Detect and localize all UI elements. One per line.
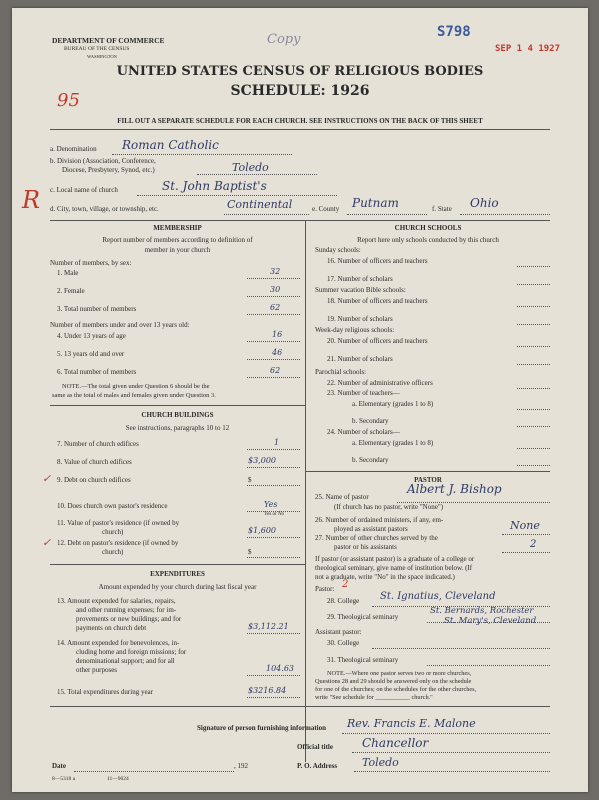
q2-value: 30 bbox=[270, 285, 281, 294]
q7-label: 7. Number of church edifices bbox=[57, 440, 139, 448]
q25-label: 25. Name of pastor bbox=[315, 493, 369, 501]
q28-value: St. Ignatius, Cleveland bbox=[380, 591, 496, 602]
q23a-label: a. Elementary (grades 1 to 8) bbox=[352, 400, 434, 408]
state-label: f. State bbox=[432, 205, 452, 213]
pastor-mark: 2 bbox=[342, 579, 349, 590]
city-label: WASHINGTON bbox=[87, 54, 117, 59]
q9-label: 9. Debt on church edifices bbox=[57, 476, 131, 484]
q15-label: 15. Total expenditures during year bbox=[57, 688, 153, 696]
section-bottom-rule bbox=[50, 706, 550, 707]
year-label: , 192 bbox=[234, 762, 248, 770]
q14-value: 104.63 bbox=[266, 664, 294, 673]
q15-value: $3216.84 bbox=[248, 686, 287, 695]
state-value: Ohio bbox=[470, 196, 499, 210]
dept-label: DEPARTMENT OF COMMERCE bbox=[52, 36, 165, 45]
po-address-value: Toledo bbox=[362, 756, 399, 769]
q10-value: Yes bbox=[264, 500, 278, 509]
q31-label: 31. Theological seminary bbox=[327, 656, 399, 664]
q8-value: $3,000 bbox=[248, 456, 276, 465]
q10-label: 10. Does church own pastor's residence bbox=[57, 502, 168, 510]
q9-value: $ bbox=[248, 476, 252, 484]
q24-label: 24. Number of scholars— bbox=[327, 428, 400, 436]
membership-intro-2: member in your church bbox=[144, 246, 211, 254]
check-mark-icon: ✓ bbox=[42, 536, 52, 549]
pastor-title: PASTOR bbox=[414, 476, 442, 484]
header-divider bbox=[50, 129, 550, 130]
q25-value: Albert J. Bishop bbox=[407, 482, 502, 496]
q23b-label: b. Secondary bbox=[352, 417, 389, 425]
q26-label-2: ployed as assistant pastors bbox=[334, 525, 408, 533]
q28-label: 28. College bbox=[327, 597, 360, 605]
q11-value: $1,600 bbox=[248, 526, 276, 535]
q27-value: 2 bbox=[530, 539, 537, 550]
column-divider bbox=[305, 220, 306, 762]
margin-mark: R bbox=[22, 186, 41, 214]
weekday-label: Week-day religious schools: bbox=[315, 326, 395, 334]
q14-label-1: 14. Amount expended for benevolences, in- bbox=[57, 639, 180, 647]
local-name-label: c. Local name of church bbox=[50, 186, 118, 194]
q24a-label: a. Elementary (grades 1 to 8) bbox=[352, 439, 434, 447]
form-number-1: 8—5318 a bbox=[52, 776, 76, 782]
q5-value: 46 bbox=[272, 348, 283, 357]
grad-note-3: not a graduate, write "No" in the space indicated.) bbox=[315, 573, 455, 581]
city-label: d. City, town, village, or township, etc. bbox=[50, 205, 159, 213]
pastor-note-2: Questions 28 and 29 should be answered only on the schedule bbox=[315, 678, 472, 685]
q26-value: None bbox=[510, 519, 540, 532]
grad-note-2: theological seminary, give name of institution below. (If bbox=[315, 564, 473, 572]
pastor-sub-label: Pastor: bbox=[315, 585, 335, 593]
q24b-label: b. Secondary bbox=[352, 456, 389, 464]
q13-label-1: 13. Amount expended for salaries, repairs, bbox=[57, 597, 176, 605]
q19-label: 19. Number of scholars bbox=[327, 315, 393, 323]
q4-value: 16 bbox=[272, 330, 283, 339]
form-number-2: 11—9024 bbox=[107, 776, 129, 782]
q12-value: $ bbox=[248, 548, 252, 556]
buildings-intro: See instructions, paragraphs 10 to 12 bbox=[125, 424, 230, 432]
q27-label-1: 27. Number of other churches served by the bbox=[315, 534, 438, 542]
q3-value: 62 bbox=[270, 303, 281, 312]
division-value: Toledo bbox=[232, 161, 269, 174]
age-intro: Number of members under and over 13 years old: bbox=[50, 321, 190, 329]
city-value: Continental bbox=[227, 198, 293, 211]
schools-title: CHURCH SCHOOLS bbox=[394, 224, 462, 232]
county-value: Putnam bbox=[352, 196, 399, 210]
q25-note: (If church has no pastor, write "None") bbox=[334, 503, 444, 511]
membership-intro-1: Report number of members according to definition of bbox=[102, 236, 253, 244]
q11-label-1: 11. Value of pastor's residence (if owned by bbox=[57, 519, 180, 527]
membership-title: MEMBERSHIP bbox=[153, 224, 202, 232]
assistant-label: Assistant pastor: bbox=[315, 628, 362, 636]
county-label: e. County bbox=[312, 205, 340, 213]
official-title-label: Official title bbox=[297, 743, 333, 751]
q13-label-2: and other running expenses; for im- bbox=[76, 606, 177, 614]
q4-label: 4. Under 13 years of age bbox=[57, 332, 126, 340]
q11-label-2: church) bbox=[102, 528, 124, 536]
q13-label-4: payments on church debt bbox=[76, 624, 147, 632]
division-label: b. Division (Association, Conference, bbox=[50, 157, 156, 165]
q26-label-1: 26. Number of ordained ministers, if any, em- bbox=[315, 516, 444, 524]
schools-intro: Report here only schools conducted by this church bbox=[357, 236, 499, 244]
grad-note-1: If pastor (or assistant pastor) is a graduate of a college or bbox=[315, 555, 475, 563]
q13-value: $3,112.21 bbox=[248, 622, 289, 631]
q6-label: 6. Total number of members bbox=[57, 368, 137, 376]
expenditures-title: EXPENDITURES bbox=[150, 570, 205, 578]
q29-value-1: St. Bernards, Rochester bbox=[430, 606, 534, 616]
pastor-note-1: NOTE.—Where one pastor serves two or more churches, bbox=[327, 670, 472, 677]
check-mark-icon: ✓ bbox=[42, 472, 52, 485]
q27-label-2: pastor or his assistants bbox=[334, 543, 397, 551]
q12-label-2: church) bbox=[102, 548, 124, 556]
denomination-value: Roman Catholic bbox=[122, 138, 219, 152]
date-label: Date bbox=[52, 762, 66, 770]
denomination-label: a. Denomination bbox=[50, 145, 97, 153]
q18-label: 18. Number of officers and teachers bbox=[327, 297, 428, 305]
census-schedule-page bbox=[12, 8, 588, 792]
pastor-note-3: for one of the churches; on the schedules for the other churches, bbox=[315, 686, 477, 693]
expenditures-intro: Amount expended by your church during last fiscal year bbox=[98, 583, 257, 591]
q6-value: 62 bbox=[270, 366, 281, 375]
q5-label: 5. 13 years old and over bbox=[57, 350, 125, 358]
sunday-label: Sunday schools: bbox=[315, 246, 361, 254]
pastor-note-4: write "See schedule for ___________ church." bbox=[315, 694, 433, 701]
membership-note-1: NOTE.—The total given under Question 6 should be the bbox=[62, 383, 210, 390]
local-name-value: St. John Baptist's bbox=[162, 179, 267, 193]
q20-label: 20. Number of officers and teachers bbox=[327, 337, 428, 345]
section-top-rule bbox=[50, 220, 550, 221]
q16-label: 16. Number of officers and teachers bbox=[327, 257, 428, 265]
q30-label: 30. College bbox=[327, 639, 360, 647]
q23-label: 23. Number of teachers— bbox=[327, 389, 400, 397]
q29-value-2: St. Mary's, Cleveland bbox=[444, 616, 537, 626]
buildings-title: CHURCH BUILDINGS bbox=[141, 411, 214, 419]
yes-no-hint: Yes or No bbox=[264, 512, 285, 517]
q14-label-4: other purposes bbox=[76, 666, 118, 674]
bureau-label: BUREAU OF THE CENSUS bbox=[64, 46, 130, 52]
q1-value: 32 bbox=[270, 267, 281, 276]
membership-note-2: same as the total of males and females given under Question 3. bbox=[52, 392, 216, 399]
q13-label-3: provements or new buildings; and for bbox=[76, 615, 182, 623]
po-address-label: P. O. Address bbox=[297, 762, 338, 770]
schedule-number: S798 bbox=[437, 24, 471, 40]
q3-label: 3. Total number of members bbox=[57, 305, 137, 313]
q2-label: 2. Female bbox=[57, 287, 85, 295]
instructions: FILL OUT A SEPARATE SCHEDULE FOR EACH CHURCH. SEE INSTRUCTIONS ON THE BACK OF THIS SHEET bbox=[117, 117, 483, 125]
form-title: UNITED STATES CENSUS OF RELIGIOUS BODIES bbox=[116, 64, 484, 79]
q14-label-3: denominational support; and for all bbox=[76, 657, 175, 665]
schedule-title: SCHEDULE: 1926 bbox=[230, 83, 370, 99]
copy-mark: Copy bbox=[267, 32, 301, 47]
parochial-label: Parochial schools: bbox=[315, 368, 367, 376]
q8-label: 8. Value of church edifices bbox=[57, 458, 132, 466]
q21-label: 21. Number of scholars bbox=[327, 355, 393, 363]
q22-label: 22. Number of administrative officers bbox=[327, 379, 433, 387]
by-sex-label: Number of members, by sex: bbox=[50, 259, 132, 267]
q14-label-2: cluding home and foreign missions; for bbox=[76, 648, 187, 656]
q7-value: 1 bbox=[274, 438, 280, 447]
date-stamp: SEP 1 4 1927 bbox=[495, 44, 561, 54]
official-title-value: Chancellor bbox=[362, 736, 429, 750]
q12-label-1: 12. Debt on pastor's residence (if owned by bbox=[57, 539, 179, 547]
division-label-2: Diocese, Presbytery, Synod, etc.) bbox=[62, 166, 155, 174]
summer-label: Summer vacation Bible schools: bbox=[315, 286, 406, 294]
signature-label: Signature of person furnishing information bbox=[197, 724, 326, 732]
page-mark: 95 bbox=[57, 90, 80, 111]
q1-label: 1. Male bbox=[57, 269, 79, 277]
signature-value: Rev. Francis E. Malone bbox=[347, 717, 476, 730]
q17-label: 17. Number of scholars bbox=[327, 275, 393, 283]
q29-label: 29. Theological seminary bbox=[327, 613, 399, 621]
